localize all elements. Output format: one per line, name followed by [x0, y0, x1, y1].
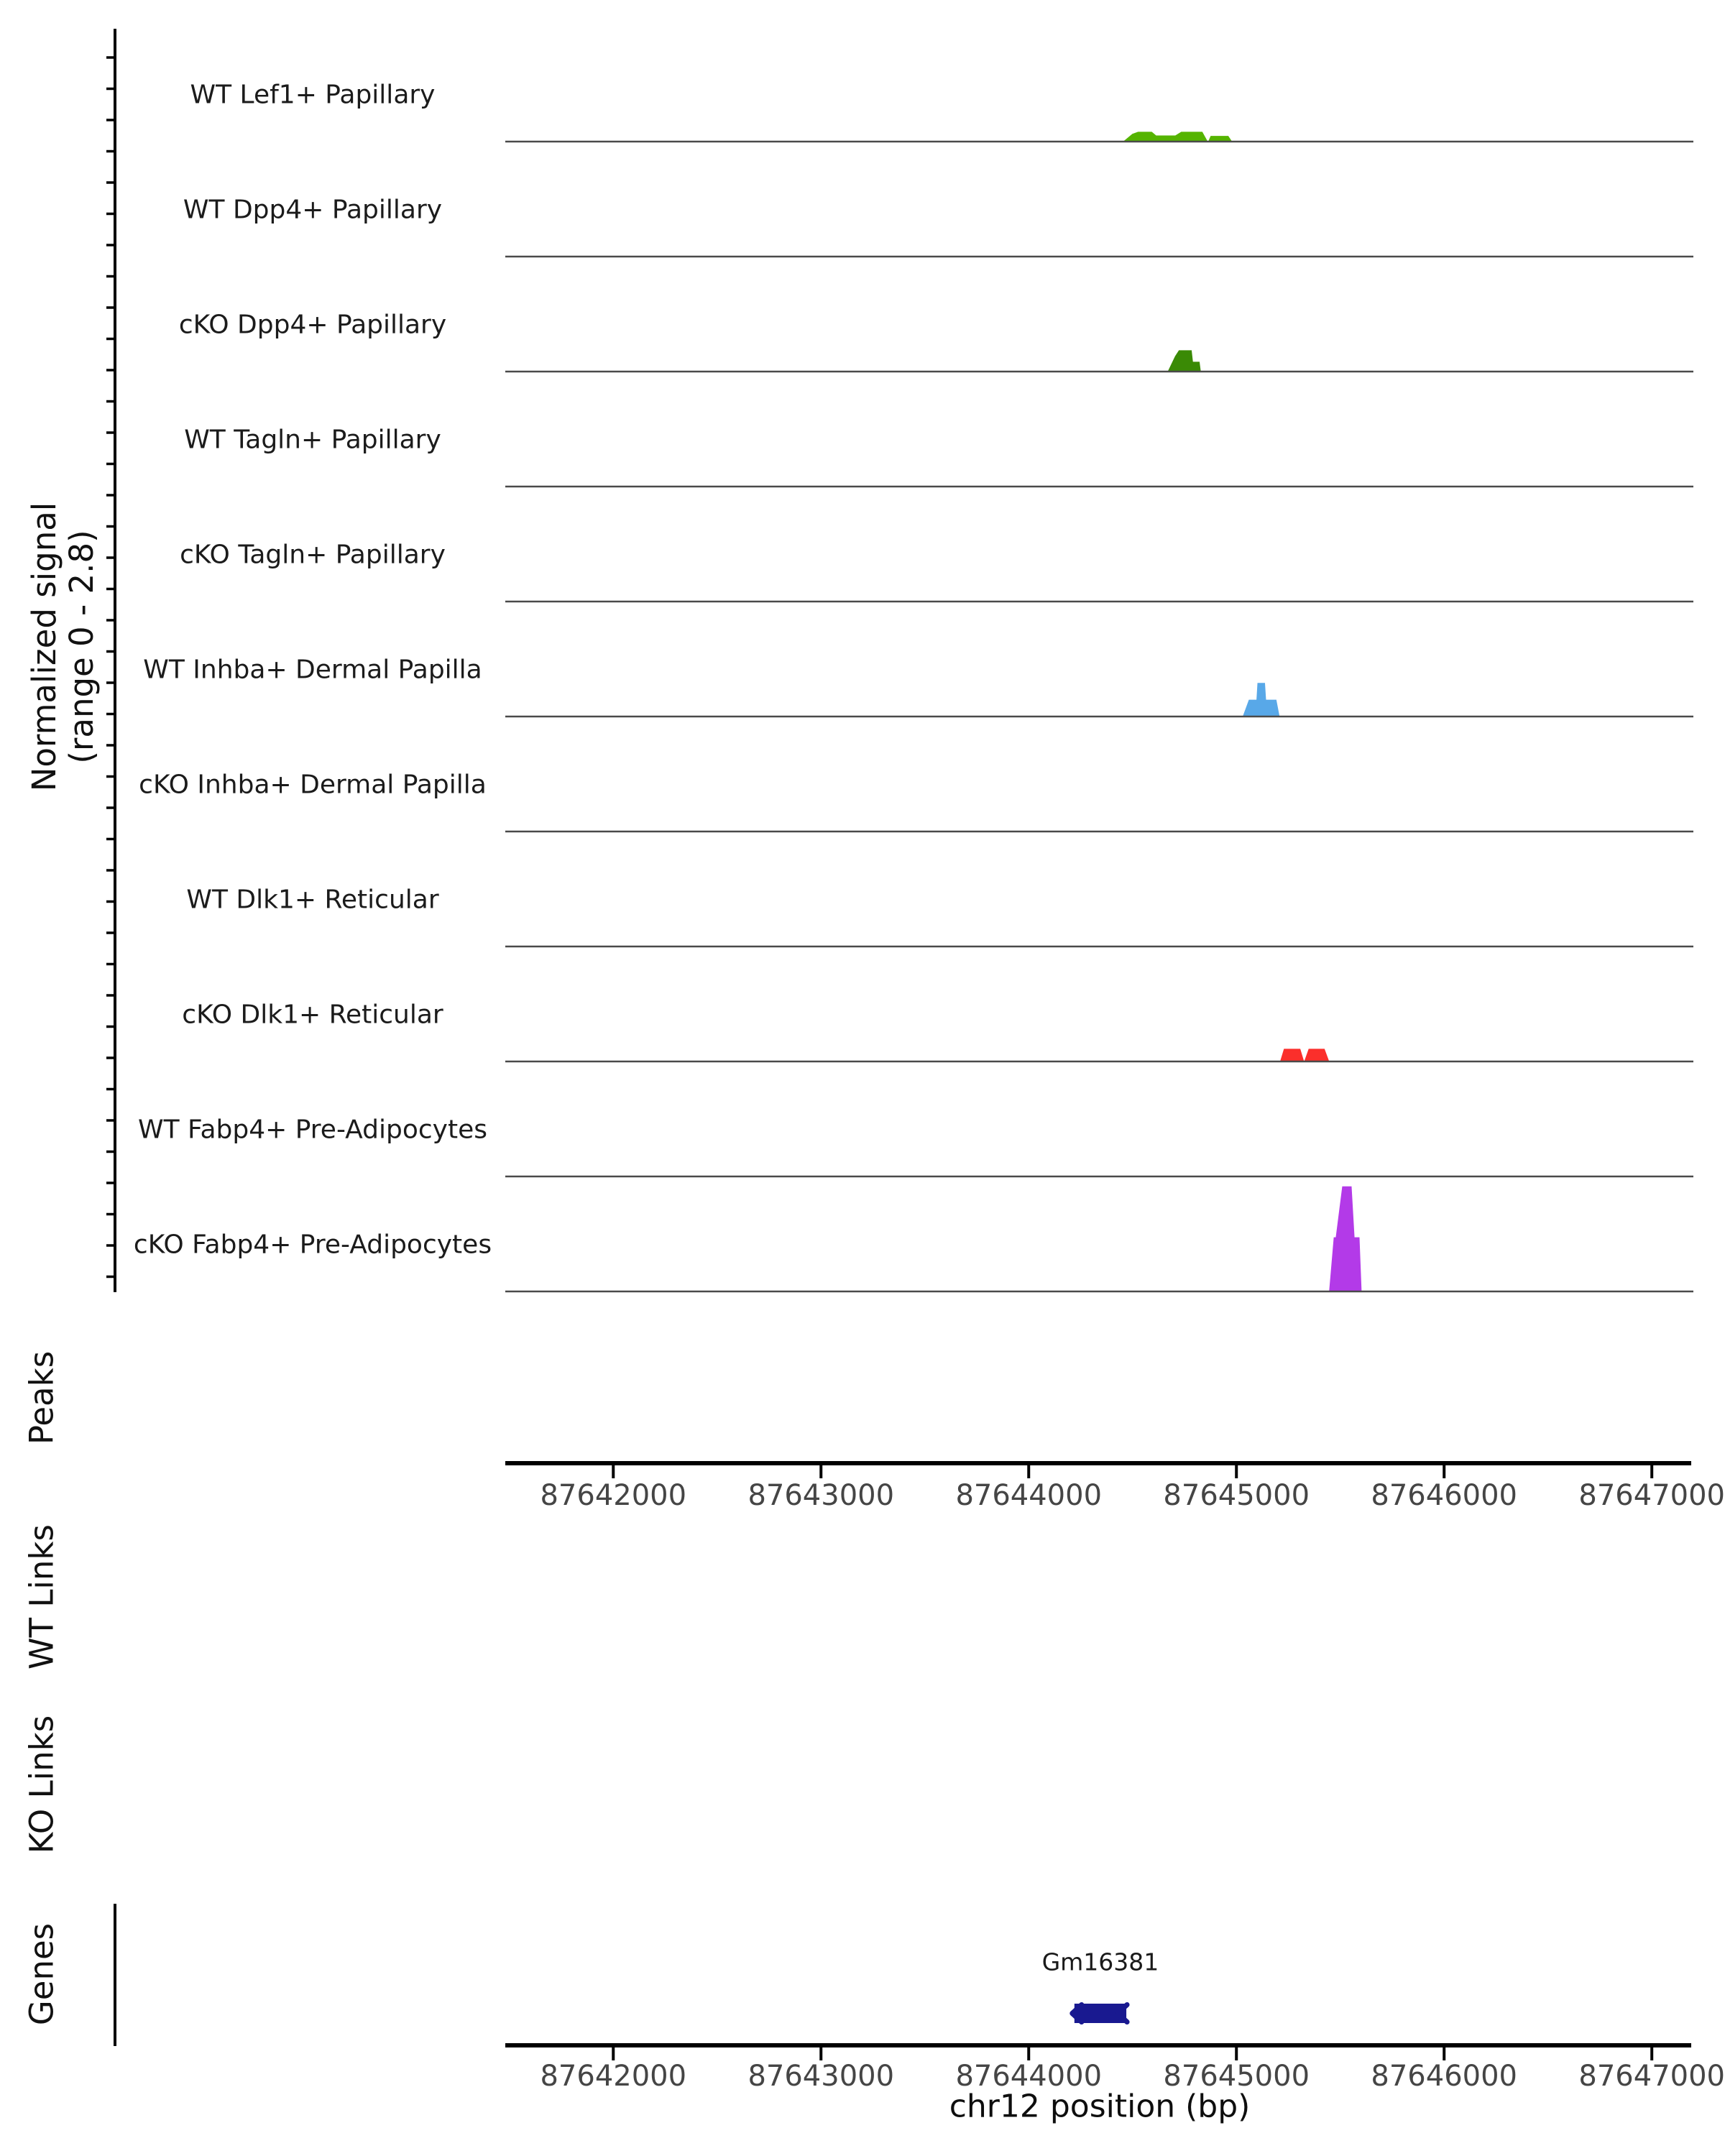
track-label: WT Tagln+ Papillary: [184, 425, 441, 455]
coverage-peak: [1281, 1049, 1304, 1061]
coverage-peak: [1243, 683, 1279, 717]
section-label-peaks: Peaks: [22, 1350, 61, 1445]
track-label: WT Inhba+ Dermal Papilla: [143, 655, 482, 685]
x-axis-tick-label: 87642000: [540, 2060, 687, 2093]
coverage-peak: [1305, 1049, 1329, 1061]
x-axis-tick-label: 87645000: [1163, 1479, 1310, 1512]
gene-name-label: Gm16381: [1041, 1948, 1159, 1976]
section-label-wt-links: WT Links: [22, 1524, 61, 1669]
track-label: cKO Dpp4+ Papillary: [178, 310, 447, 340]
track-label: WT Dpp4+ Papillary: [183, 195, 443, 225]
section-label-ko-links: KO Links: [22, 1715, 61, 1854]
track-label: WT Lef1+ Papillary: [190, 80, 436, 110]
x-axis-tick-label: 87644000: [955, 2060, 1103, 2093]
x-axis-tick-label: 87645000: [1163, 2060, 1310, 2093]
coverage-peak: [1123, 132, 1208, 142]
track-label: cKO Dlk1+ Reticular: [182, 1000, 443, 1030]
x-axis-bar: [505, 1461, 1691, 1465]
signal-axis-label-line2: (range 0 - 2.8): [63, 530, 101, 764]
track-label: cKO Inhba+ Dermal Papilla: [139, 770, 487, 800]
track-label: WT Fabp4+ Pre-Adipocytes: [138, 1115, 487, 1145]
x-axis-tick-label: 87643000: [748, 2060, 895, 2093]
x-axis-tick-label: 87646000: [1371, 2060, 1517, 2093]
x-axis-bar: [505, 2043, 1691, 2047]
track-label: WT Dlk1+ Reticular: [186, 885, 439, 915]
coverage-peak: [1168, 351, 1200, 372]
track-label: cKO Tagln+ Papillary: [180, 540, 446, 570]
track-label: cKO Fabp4+ Pre-Adipocytes: [133, 1230, 492, 1260]
section-label-genes: Genes: [22, 1922, 61, 2026]
signal-axis-label-line1: Normalized signal: [25, 502, 63, 792]
coverage-peak: [1330, 1187, 1361, 1291]
x-axis-tick-label: 87644000: [955, 1479, 1103, 1512]
x-axis-tick-label: 87647000: [1578, 1479, 1725, 1512]
x-axis-tick-label: 87647000: [1578, 2060, 1725, 2093]
x-axis-title: chr12 position (bp): [949, 2088, 1251, 2125]
x-axis-tick-label: 87642000: [540, 1479, 687, 1512]
x-axis-tick-label: 87646000: [1371, 1479, 1517, 1512]
x-axis-tick-label: 87643000: [748, 1479, 895, 1512]
signal-axis-label: [26, 502, 101, 792]
